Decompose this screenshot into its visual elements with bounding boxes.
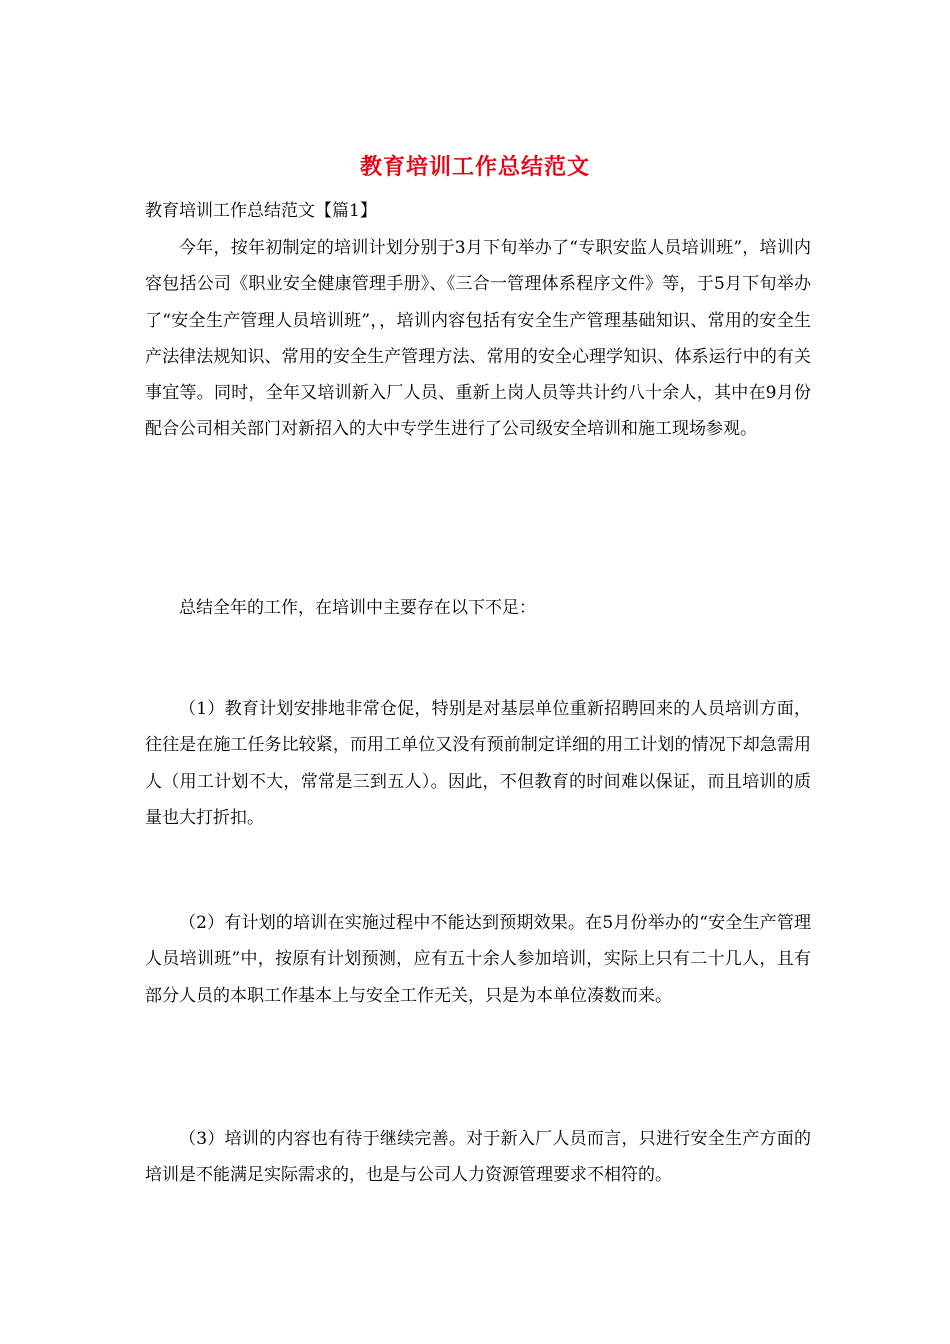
paragraph-summary: 总结全年的工作，在培训中主要存在以下不足：	[179, 598, 536, 618]
paragraph-item-3: （3）培训的内容也有待于继续完善。对于新入厂人员而言，只进行安全生产方面的培训是不能满足实际需求的，也是与公司人力资源管理要求不相符的。	[145, 1129, 811, 1186]
document-subtitle: 教育培训工作总结范文【篇1】	[145, 201, 377, 221]
paragraph-item-2: （2）有计划的培训在实施过程中不能达到预期效果。在5月份举办的“安全生产管理人员培训班”中，按原有计划预测，应有五十余人参加培训，实际上只有二十几人，且有部分人员的本职工作基本上与安全工作无关，只是为本单位凑数而来。	[145, 913, 811, 1006]
paragraph-intro: 今年，按年初制定的培训计划分别于3月下旬举办了“专职安监人员培训班”，培训内容包括公司《职业安全健康管理手册》、《三合一管理体系程序文件》等，于5月下旬举办了“安全生产管理人员培训班”，，培训内容包括有安全生产管理基础知识、常用的安全生产法律法规知识、常用的安全生产管理方法、常用的安全心理学知识、体系运行中的有关事宜等。同时，全年又培训新入厂人员、重新上岗人员等共计约八十余人，其中在9月份配合公司相关部门对新招入的大中专学生进行了公司级安全培训和施工现场参观。	[145, 238, 811, 440]
paragraph-item-1: （1）教育计划安排地非常仓促，特别是对基层单位重新招聘回来的人员培训方面，往往是在施工任务比较紧，而用工单位又没有预前制定详细的用工计划的情况下却急需用人（用工计划不大，常常是三到五人）。因此，不但教育的时间难以保证，而且培训的质量也大打折扣。	[145, 699, 811, 828]
document-title: 教育培训工作总结范文	[359, 154, 590, 180]
